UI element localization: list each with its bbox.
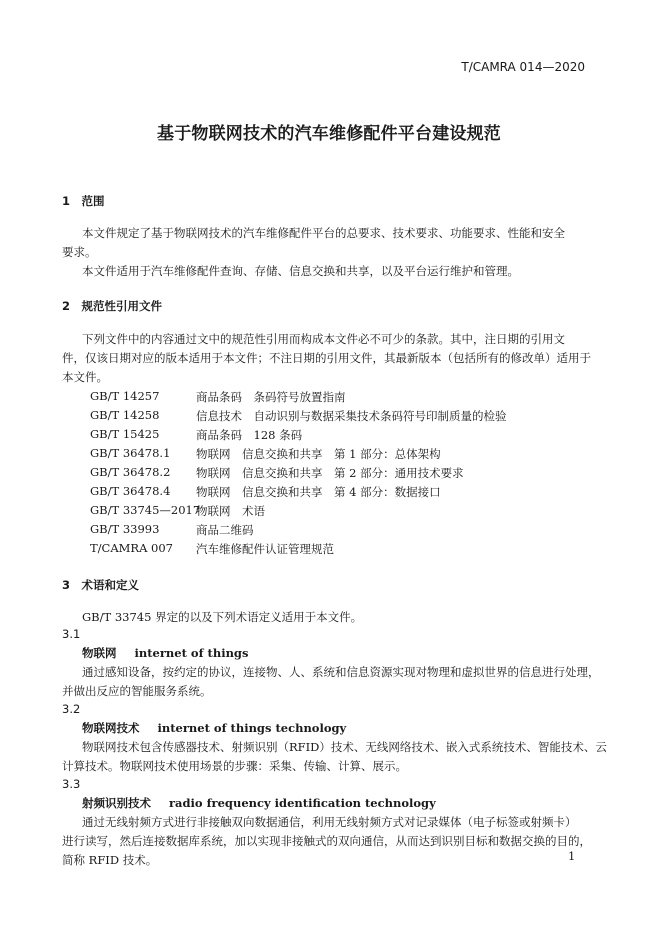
ref-code: T/CAMRA 007 [90, 541, 173, 555]
ref-title: 物联网 信息交换和共享 第 4 部分：数据接口 [196, 485, 441, 499]
term-cn: 射频识别技术 [82, 796, 151, 810]
term-number: 3.3 [62, 777, 81, 791]
term-en: radio frequency identification technology [169, 796, 436, 810]
section-2-intro-line3: 本文件。 [62, 370, 108, 384]
term-definition-line: 并做出反应的智能服务系统。 [62, 684, 212, 698]
document-title: 基于物联网技术的汽车维修配件平台建设规范 [157, 124, 501, 144]
ref-code: GB/T 14257 [90, 389, 160, 403]
term-definition-line: 进行读写，然后连接数据库系统，加以实现非接触式的双向通信，从而达到识别目标和数据交换的目的， [62, 834, 591, 848]
ref-title: 汽车维修配件认证管理规范 [196, 542, 334, 556]
ref-code: GB/T 36478.1 [90, 446, 171, 460]
term-number: 3.1 [62, 627, 81, 641]
term-cn: 物联网 [82, 646, 117, 660]
section-1-para1-line1: 本文件规定了基于物联网技术的汽车维修配件平台的总要求、技术要求、功能要求、性能和安全 [82, 226, 565, 240]
section-2-intro-line1: 下列文件中的内容通过文中的规范性引用而构成本文件必不可少的条款。其中，注日期的引用文 [82, 332, 565, 346]
standard-code: T/CAMRA 014—2020 [461, 60, 585, 74]
section-2-heading: 2 规范性引用文件 [62, 299, 163, 313]
ref-code: GB/T 15425 [90, 427, 160, 441]
ref-code: GB/T 14258 [90, 408, 160, 422]
term-heading [82, 720, 346, 736]
term-definition-line: 物联网技术包含传感器技术、射频识别（RFID）技术、无线网络技术、嵌入式系统技术、智能技术、云 [82, 740, 607, 754]
term-number: 3.2 [62, 702, 81, 716]
ref-title: 信息技术 自动识别与数据采集技术条码符号印制质量的检验 [196, 409, 507, 423]
ref-title: 物联网 信息交换和共享 第 2 部分：通用技术要求 [196, 466, 464, 480]
term-definition-line: 计算技术。物联网技术使用场景的步骤：采集、传输、计算、展示。 [62, 759, 407, 773]
ref-title: 商品二维码 [196, 523, 254, 537]
ref-title: 物联网 信息交换和共享 第 1 部分：总体架构 [196, 447, 441, 461]
page-number: 1 [568, 849, 576, 863]
term-cn: 物联网技术 [82, 721, 140, 735]
section-1-heading: 1 范围 [62, 194, 105, 208]
ref-code: GB/T 33993 [90, 522, 160, 536]
term-heading [82, 645, 248, 661]
term-definition-line: 通过感知设备，按约定的协议，连接物、人、系统和信息资源实现对物理和虚拟世界的信息进行处理， [82, 665, 600, 679]
ref-title: 商品条码 条码符号放置指南 [196, 390, 346, 404]
term-definition-line: 简称 RFID 技术。 [62, 853, 158, 867]
ref-code: GB/T 36478.2 [90, 465, 171, 479]
ref-title: 商品条码 128 条码 [196, 428, 303, 442]
section-3-intro: GB/T 33745 界定的以及下列术语定义适用于本文件。 [82, 610, 363, 624]
ref-title: 物联网 术语 [196, 504, 265, 518]
term-en: internet of things [134, 646, 249, 660]
section-1-para1-line2: 要求。 [62, 245, 97, 259]
ref-code: GB/T 36478.4 [90, 484, 171, 498]
term-definition-line: 通过无线射频方式进行非接触双向数据通信，利用无线射频方式对记录媒体（电子标签或射频卡） [82, 815, 577, 829]
section-1-para2: 本文件适用于汽车维修配件查询、存储、信息交换和共享，以及平台运行维护和管理。 [82, 264, 519, 278]
term-heading [82, 795, 436, 811]
section-3-heading: 3 术语和定义 [62, 578, 140, 592]
term-en: internet of things technology [157, 721, 347, 735]
section-2-intro-line2: 件，仅该日期对应的版本适用于本文件；不注日期的引用文件，其最新版本（包括所有的修改单）适用于 [62, 351, 591, 365]
ref-code: GB/T 33745—2017 [90, 503, 201, 517]
